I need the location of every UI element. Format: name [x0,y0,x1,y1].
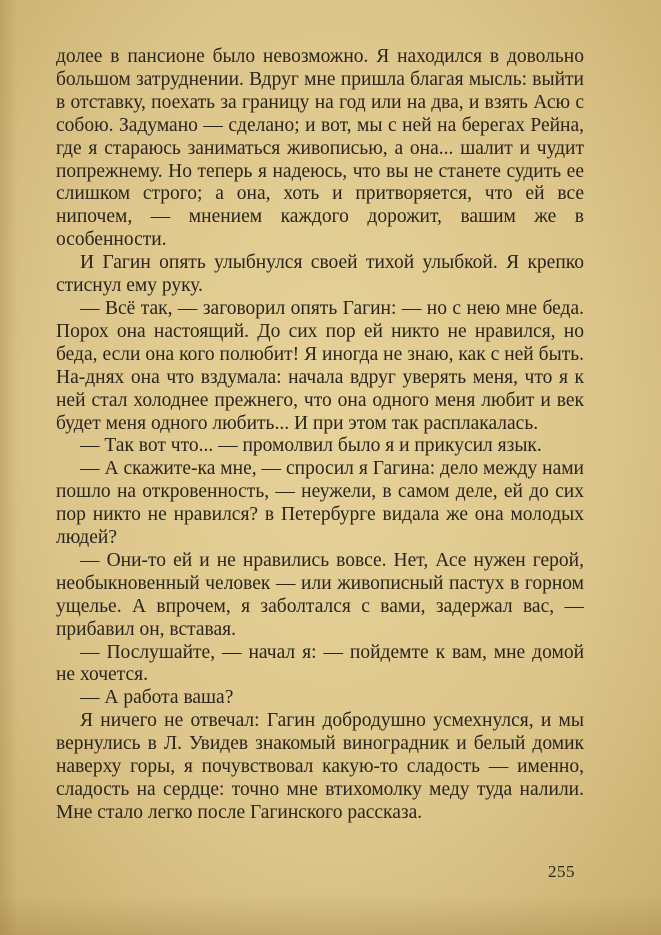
paragraph: — А скажите-ка мне, — спросил я Гагина: дело между нами пошло на откровенность, — неужели, в самом деле, ей до сих пор никто не нравился? в Петербурге видала же она молодых людей? [56,458,584,549]
page-edge-shadow [0,0,18,935]
body-text [56,46,584,825]
paragraph: долее в пансионе было невозможно. Я находился в довольно большом затруднении. Вдруг мне пришла благая мысль: выйти в отставку, поехать за границу на год или на два, и взять Асю с собою. Задумано — сделано; и вот, мы с ней на берегах Рейна, где я стараюсь заниматься живописью, а она... шалит и чудит попрежнему. Но теперь я надеюсь, что вы не станете судить ее слишком строго; а она, хоть и притворяется, что ей все нипочем, — мнением каждого дорожит, вашим же в особенности. [56,46,584,251]
page-number: 255 [548,862,575,881]
paragraph: Я ничего не отвечал: Гагин добродушно усмехнулся, и мы вернулись в Л. Увидев знакомый виноградник и белый домик наверху горы, я почувствовал какую-то сладость — именно, сладость на сердце: точно мне втихомолку меду туда налили. Мне стало легко после Гагинского рассказа. [56,710,584,823]
paragraph: — А работа ваша? [80,687,234,709]
page-bottom-shadow [0,895,661,935]
paragraph: И Гагин опять улыбнулся своей тихой улыбкой. Я крепко стиснул ему руку. [56,252,584,297]
paragraph: — Всё так, — заговорил опять Гагин: — но с нею мне беда. Порох она настоящий. До сих пор ей никто не нравился, но беда, если она кого полюбит! Я иногда не знаю, как с ней быть. На-днях она что вздумала: начала вдруг уверять меня, что я к ней стал холоднее прежнего, что она одного меня любит и век будет меня одного любить... И при этом так расплакалась. [56,297,584,434]
paragraph: — Так вот что... — промолвил было я и прикусил язык. [80,435,542,457]
paragraph: — Послушайте, — начал я: — пойдемте к вам, мне домой не хочется. [56,641,584,686]
paragraph: — Они-то ей и не нравились вовсе. Нет, Асе нужен герой, необыкновенный человек — или живописный пастух в горном ущелье. А впрочем, я заболтался с вами, задержал вас, — прибавил он, вставая. [56,549,584,640]
